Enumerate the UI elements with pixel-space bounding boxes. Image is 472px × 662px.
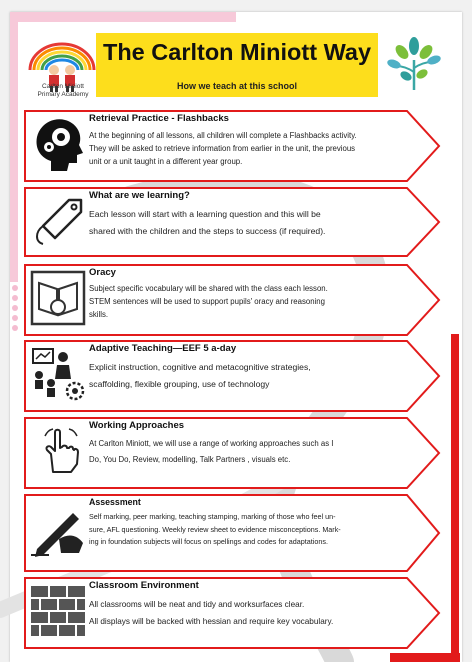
- head-gears-icon: [29, 115, 87, 173]
- section-line: Do, You Do, Review, modelling, Talk Partners , visuals etc.: [89, 455, 291, 464]
- brick-wall-icon: [29, 582, 87, 640]
- section-line: scaffolding, flexible grouping, use of technology: [89, 379, 270, 389]
- section-line: At Carlton Miniott, we will use a range of working approaches such as I: [89, 439, 334, 448]
- red-bottom-bar: [390, 653, 460, 662]
- section-title: What are we learning?: [89, 190, 190, 201]
- school-name-line1: Carlton Miniott: [42, 83, 84, 90]
- section-line: STEM sentences will be used to support pupils' oracy and reasoning: [89, 297, 325, 306]
- section-text: [89, 420, 394, 468]
- section-text: [89, 267, 394, 321]
- school-name-line2: Primary Academy: [37, 91, 89, 98]
- section-card-classroom-environment: [23, 576, 443, 650]
- red-vertical-bar: [451, 334, 459, 662]
- section-line: They will be asked to retrieve information from earlier in the unit, the previous: [89, 144, 356, 153]
- section-card-assessment: [23, 493, 443, 573]
- section-title: Classroom Environment: [89, 580, 199, 591]
- red-square: [451, 364, 459, 371]
- red-square: [451, 351, 459, 358]
- teacher-class-gear-icon: [29, 345, 87, 403]
- section-text: [89, 497, 394, 549]
- section-line: Each lesson will start with a learning question and this will be: [89, 209, 321, 219]
- section-line: ing in foundation subjects will focus on spellings and codes for adaptations.: [89, 537, 328, 546]
- section-line: At the beginning of all lessons, all children will complete a Flashbacks activity.: [89, 131, 357, 140]
- section-card-working-approaches: [23, 416, 443, 490]
- section-line: Explicit instruction, cognitive and metacognitive strategies,: [89, 362, 311, 372]
- page-subtitle: How we teach at this school: [176, 81, 298, 91]
- section-text: [89, 343, 394, 393]
- section-card-retrieval-practice: [23, 109, 443, 183]
- section-line: All classrooms will be neat and tidy and worksurfaces clear.: [89, 600, 305, 609]
- section-card-what-are-we-learning: [23, 186, 443, 258]
- section-line: sure, AFL questioning. Weekly review sheet to evidence misconceptions. Mark-: [89, 524, 341, 534]
- reader-book-icon: [29, 269, 87, 327]
- section-card-oracy: [23, 263, 443, 337]
- section-text: [89, 580, 394, 630]
- section-title: Assessment: [89, 497, 141, 507]
- section-title: Retrieval Practice - Flashbacks: [89, 113, 229, 124]
- page-title: The Carlton Miniott Way: [102, 39, 372, 65]
- hand-writing-icon: [29, 499, 87, 557]
- section-text: [89, 190, 394, 240]
- title-banner: [96, 33, 378, 97]
- section-line: skills.: [89, 310, 109, 319]
- section-line: Subject specific vocabulary will be shared with the class each lesson.: [89, 284, 328, 293]
- section-line: All displays will be backed with hessian and require key vocabulary.: [89, 617, 334, 626]
- hand-pointer-icon: [29, 422, 87, 480]
- tree-icon: [386, 32, 442, 92]
- section-card-adaptive-teaching: [23, 339, 443, 413]
- section-line: unit or a unit taught in a different year group.: [89, 157, 243, 166]
- section-line: Self marking, peer marking, teaching stamping, marking of those who feel un-: [89, 512, 336, 521]
- tag-icon: [29, 192, 87, 250]
- section-title: Adaptive Teaching—EEF 5 a-day: [89, 343, 237, 354]
- school-name: [18, 83, 108, 99]
- section-line: shared with the children and the steps to success (if required).: [89, 226, 326, 236]
- section-text: [89, 113, 394, 168]
- section-title: Working Approaches: [89, 420, 185, 431]
- section-title: Oracy: [89, 267, 116, 278]
